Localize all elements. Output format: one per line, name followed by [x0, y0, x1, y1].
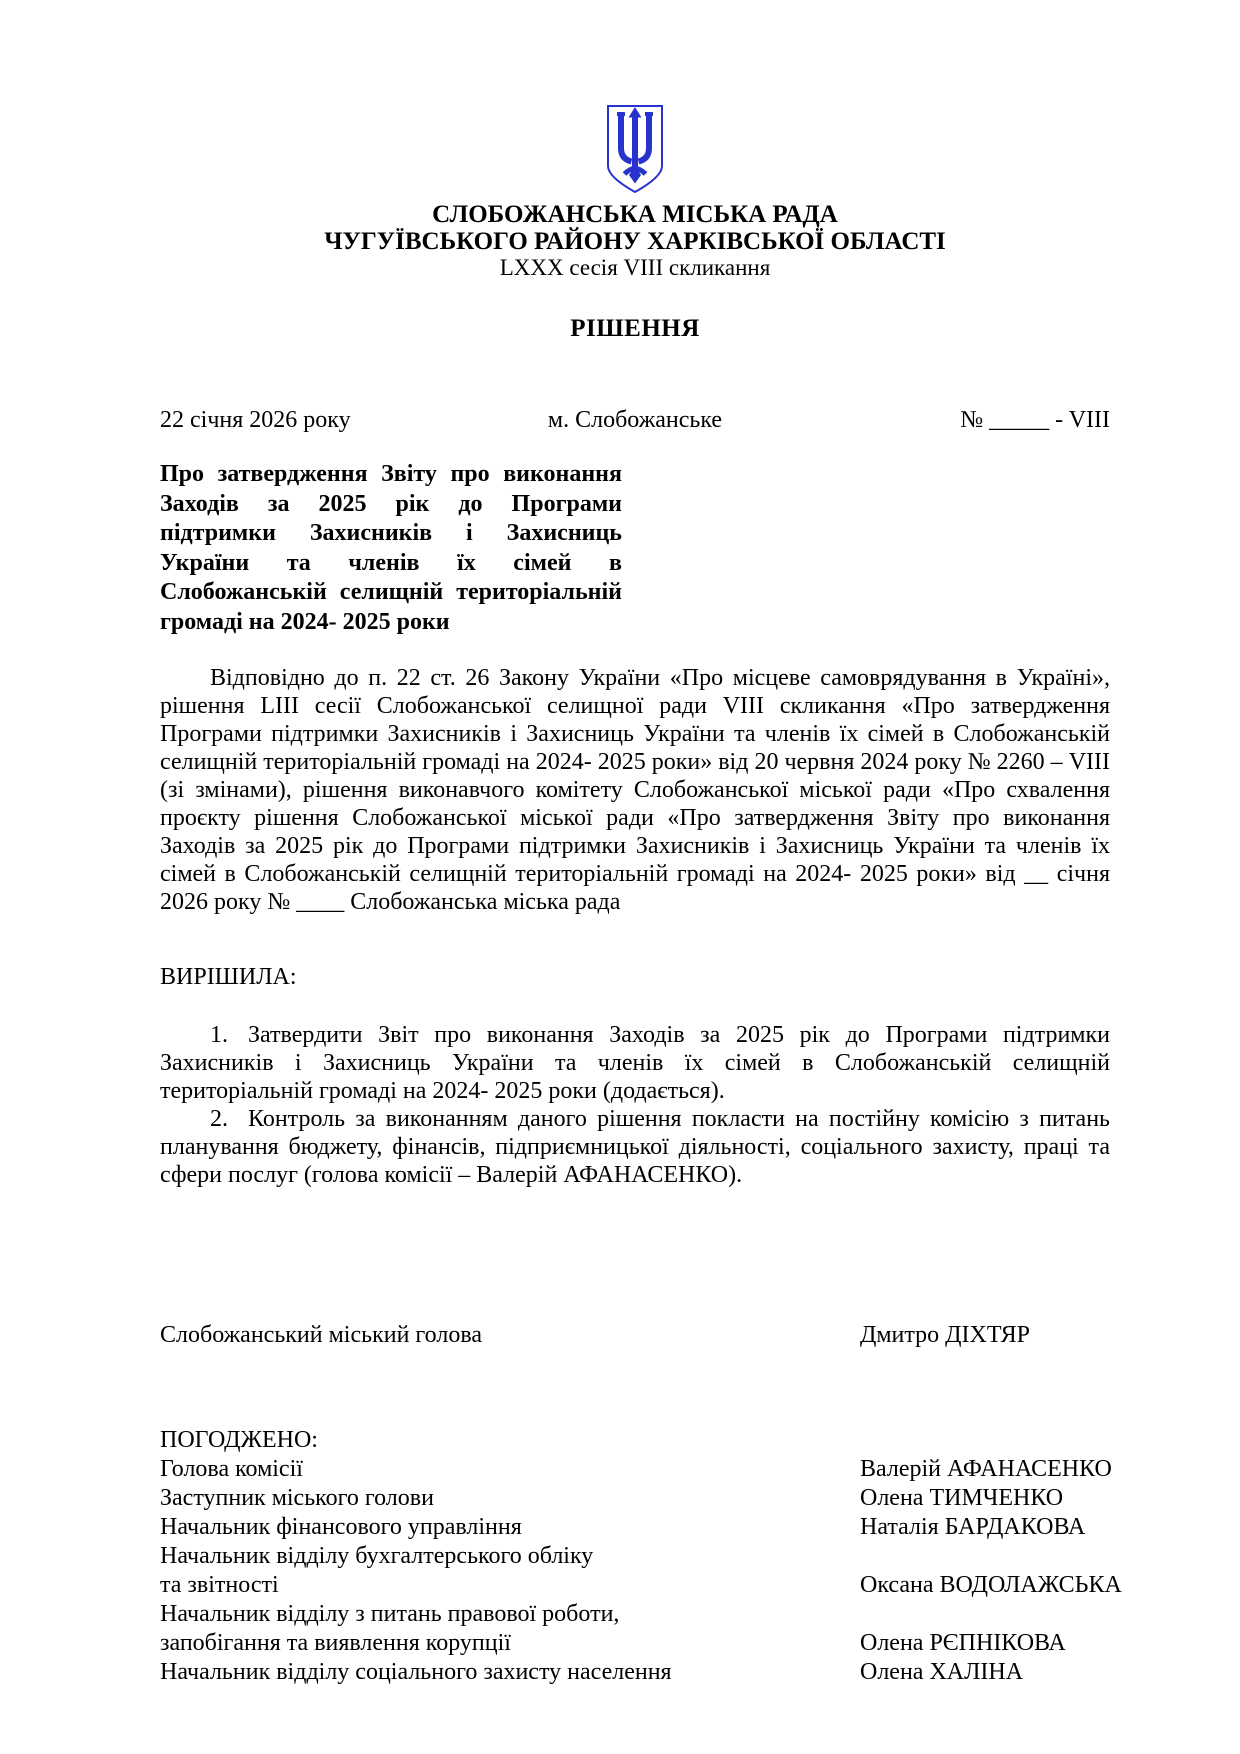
- approval-row-8: [160, 1658, 1110, 1687]
- approval-title: та звітності: [160, 1572, 279, 1598]
- approval-name: [860, 1600, 1110, 1629]
- resolution-item-1: [160, 1021, 1110, 1105]
- approval-title: Начальник відділу з питань правової роботи,: [160, 1601, 620, 1627]
- approval-title: запобігання та виявлення корупції: [160, 1630, 511, 1656]
- approval-name: Оксана ВОДОЛАЖСЬКА: [860, 1572, 1122, 1598]
- ukraine-tryzub-icon: [605, 104, 665, 194]
- doc-type-title: РІШЕННЯ: [570, 315, 700, 342]
- approval-name: Наталія БАРДАКОВА: [860, 1514, 1086, 1540]
- org-name: СЛОБОЖАНСЬКА МІСЬКА РАДА: [432, 201, 838, 228]
- approval-title: Заступник міського голови: [160, 1485, 434, 1511]
- signature-name: Дмитро ДІХТЯР: [860, 1322, 1030, 1348]
- approval-title: Начальник відділу соціального захисту населення: [160, 1659, 672, 1685]
- resolution-label: ВИРІШИЛА:: [160, 964, 297, 990]
- meta-row: [160, 407, 1110, 434]
- approval-title: Начальник фінансового управління: [160, 1514, 522, 1540]
- approval-row-4: [160, 1542, 1110, 1571]
- approval-title: Начальник відділу бухгалтерського обліку: [160, 1543, 594, 1569]
- approval-row-5: [160, 1571, 1122, 1600]
- approval-name: Олена ТИМЧЕНКО: [860, 1485, 1064, 1511]
- item-2-text: Контроль за виконанням даного рішення покласти на постійну комісію з питань планування бюджету, фінансів, підприємницької діяльності, соціального захисту, праці та сфери послуг (голова комісії – Валерій АФАНАСЕНКО).: [160, 1106, 1110, 1188]
- signature-title: Слобожанський міський голова: [160, 1322, 482, 1348]
- item-1-number: 1.: [210, 1022, 228, 1048]
- session-line: LXXX сесія VIII скликання: [499, 255, 771, 280]
- doc-number: № _____ - VIII: [960, 407, 1110, 433]
- approval-row-1: [160, 1455, 1110, 1484]
- approval-row-7: [160, 1629, 1110, 1658]
- signature-row: [160, 1321, 1110, 1350]
- approval-row-6: [160, 1600, 1110, 1629]
- doc-place: м. Слобожанське: [547, 407, 723, 433]
- decision-subject: Про затвердження Звіту про виконання Заходів за 2025 рік до Програми підтримки Захисників і Захисниць України та членів їх сімей в Слобожанській селищній територіальній громаді на 2024- 2025 роки: [160, 461, 622, 635]
- item-1-text: Затвердити Звіт про виконання Заходів за 2025 рік до Програми підтримки Захисників і Захисниць України та членів їх сімей в Слобожанській селищній територіальній громаді на 2024- 2025 роки (додається).: [160, 1022, 1110, 1104]
- approval-row-2: [160, 1484, 1110, 1513]
- emblem-container: [160, 104, 1110, 199]
- org-region: ЧУГУЇВСЬКОГО РАЙОНУ ХАРКІВСЬКОЇ ОБЛАСТІ: [324, 228, 946, 255]
- item-2-number: 2.: [210, 1106, 228, 1132]
- resolution-items: [160, 1021, 1110, 1189]
- doc-date: 22 січня 2026 року: [160, 407, 351, 433]
- approval-name: Валерій АФАНАСЕНКО: [860, 1456, 1112, 1482]
- preamble-paragraph: Відповідно до п. 22 ст. 26 Закону України «Про місцеве самоврядування в Україні», рішення LIII сесії Слобожанської селищної ради VIII скликання «Про затвердження Програми підтримки Захисників і Захисниць України та членів їх сімей в Слобожанській селищній територіальній громаді на 2024- 2025 роки» від 20 червня 2024 року № 2260 – VIII (зі змінами), рішення виконавчого комітету Слобожанської міської ради «Про схвалення проєкту рішення Слобожанської міської ради «Про затвердження Звіту про виконання Заходів за 2025 рік до Програми підтримки Захисників і Захисниць України та членів їх сімей в Слобожанській селищній територіальній громаді на 2024- 2025 роки» від __ січня 2026 року № ____ Слобожанська міська рада: [160, 665, 1110, 915]
- approvals-label: ПОГОДЖЕНО:: [160, 1427, 318, 1453]
- approvals-section: [160, 1426, 1122, 1687]
- approval-name: Олена РЄПНІКОВА: [860, 1630, 1066, 1656]
- resolution-item-2: [160, 1105, 1110, 1189]
- approval-title: Голова комісії: [160, 1456, 303, 1482]
- approval-name: [860, 1542, 1110, 1571]
- approval-row-3: [160, 1513, 1110, 1542]
- approval-name: Олена ХАЛІНА: [860, 1659, 1024, 1685]
